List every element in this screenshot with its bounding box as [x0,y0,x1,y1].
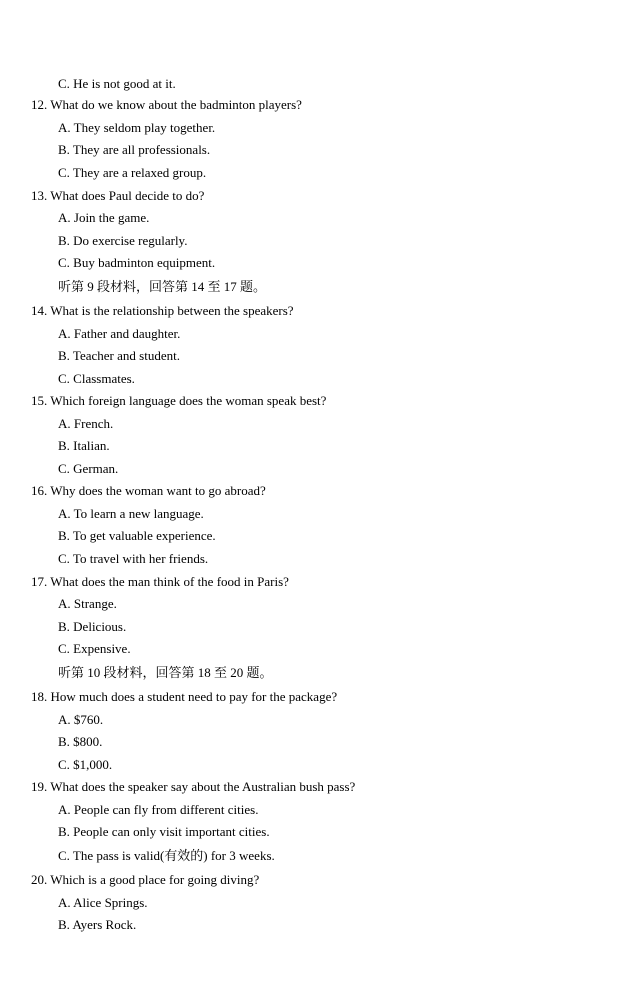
option-14b: B. Teacher and student. [58,348,180,363]
option-16a: A. To learn a new language. [58,506,204,521]
option-19a: A. People can fly from different cities. [58,802,259,817]
option-15c: C. German. [58,461,119,476]
question-13: 13. What does Paul decide to do? [31,188,205,203]
option-19b: B. People can only visit important cities. [58,824,270,839]
option-15b: B. Italian. [58,438,110,453]
option-18a: A. $760. [58,712,104,727]
question-17: 17. What does the man think of the food in Paris? [31,574,289,589]
option-17b: B. Delicious. [58,619,127,634]
question-15: 15. Which foreign language does the woman speak best? [31,393,327,408]
option-13b: B. Do exercise regularly. [58,233,188,248]
option-17c: C. Expensive. [58,641,131,656]
option-12a: A. They seldom play together. [58,120,216,135]
option-16c: C. To travel with her friends. [58,551,209,566]
option-16b: B. To get valuable experience. [58,528,216,543]
section-instruction-9: 听第 9 段材料，回答第 14 至 17 题。 [58,279,267,294]
option-13c: C. Buy badminton equipment. [58,255,216,270]
option-12c: C. They are a relaxed group. [58,165,207,180]
option-20a: A. Alice Springs. [58,895,148,910]
section-instruction-10: 听第 10 段材料，回答第 18 至 20 题。 [58,665,273,680]
question-18: 18. How much does a student need to pay for the package? [31,689,338,704]
question-12: 12. What do we know about the badminton players? [31,97,302,112]
option-11c: C. He is not good at it. [58,76,176,91]
option-17a: A. Strange. [58,596,117,611]
option-13a: A. Join the game. [58,210,150,225]
option-14a: A. Father and daughter. [58,326,181,341]
option-12b: B. They are all professionals. [58,142,211,157]
option-18b: B. $800. [58,734,103,749]
option-19c: C. The pass is valid(有效的) for 3 weeks. [58,848,275,863]
option-14c: C. Classmates. [58,371,135,386]
option-15a: A. French. [58,416,114,431]
question-20: 20. Which is a good place for going diving? [31,872,260,887]
question-19: 19. What does the speaker say about the Australian bush pass? [31,779,356,794]
option-20b: B. Ayers Rock. [58,917,137,932]
question-16: 16. Why does the woman want to go abroad? [31,483,266,498]
question-14: 14. What is the relationship between the speakers? [31,303,294,318]
option-18c: C. $1,000. [58,757,113,772]
